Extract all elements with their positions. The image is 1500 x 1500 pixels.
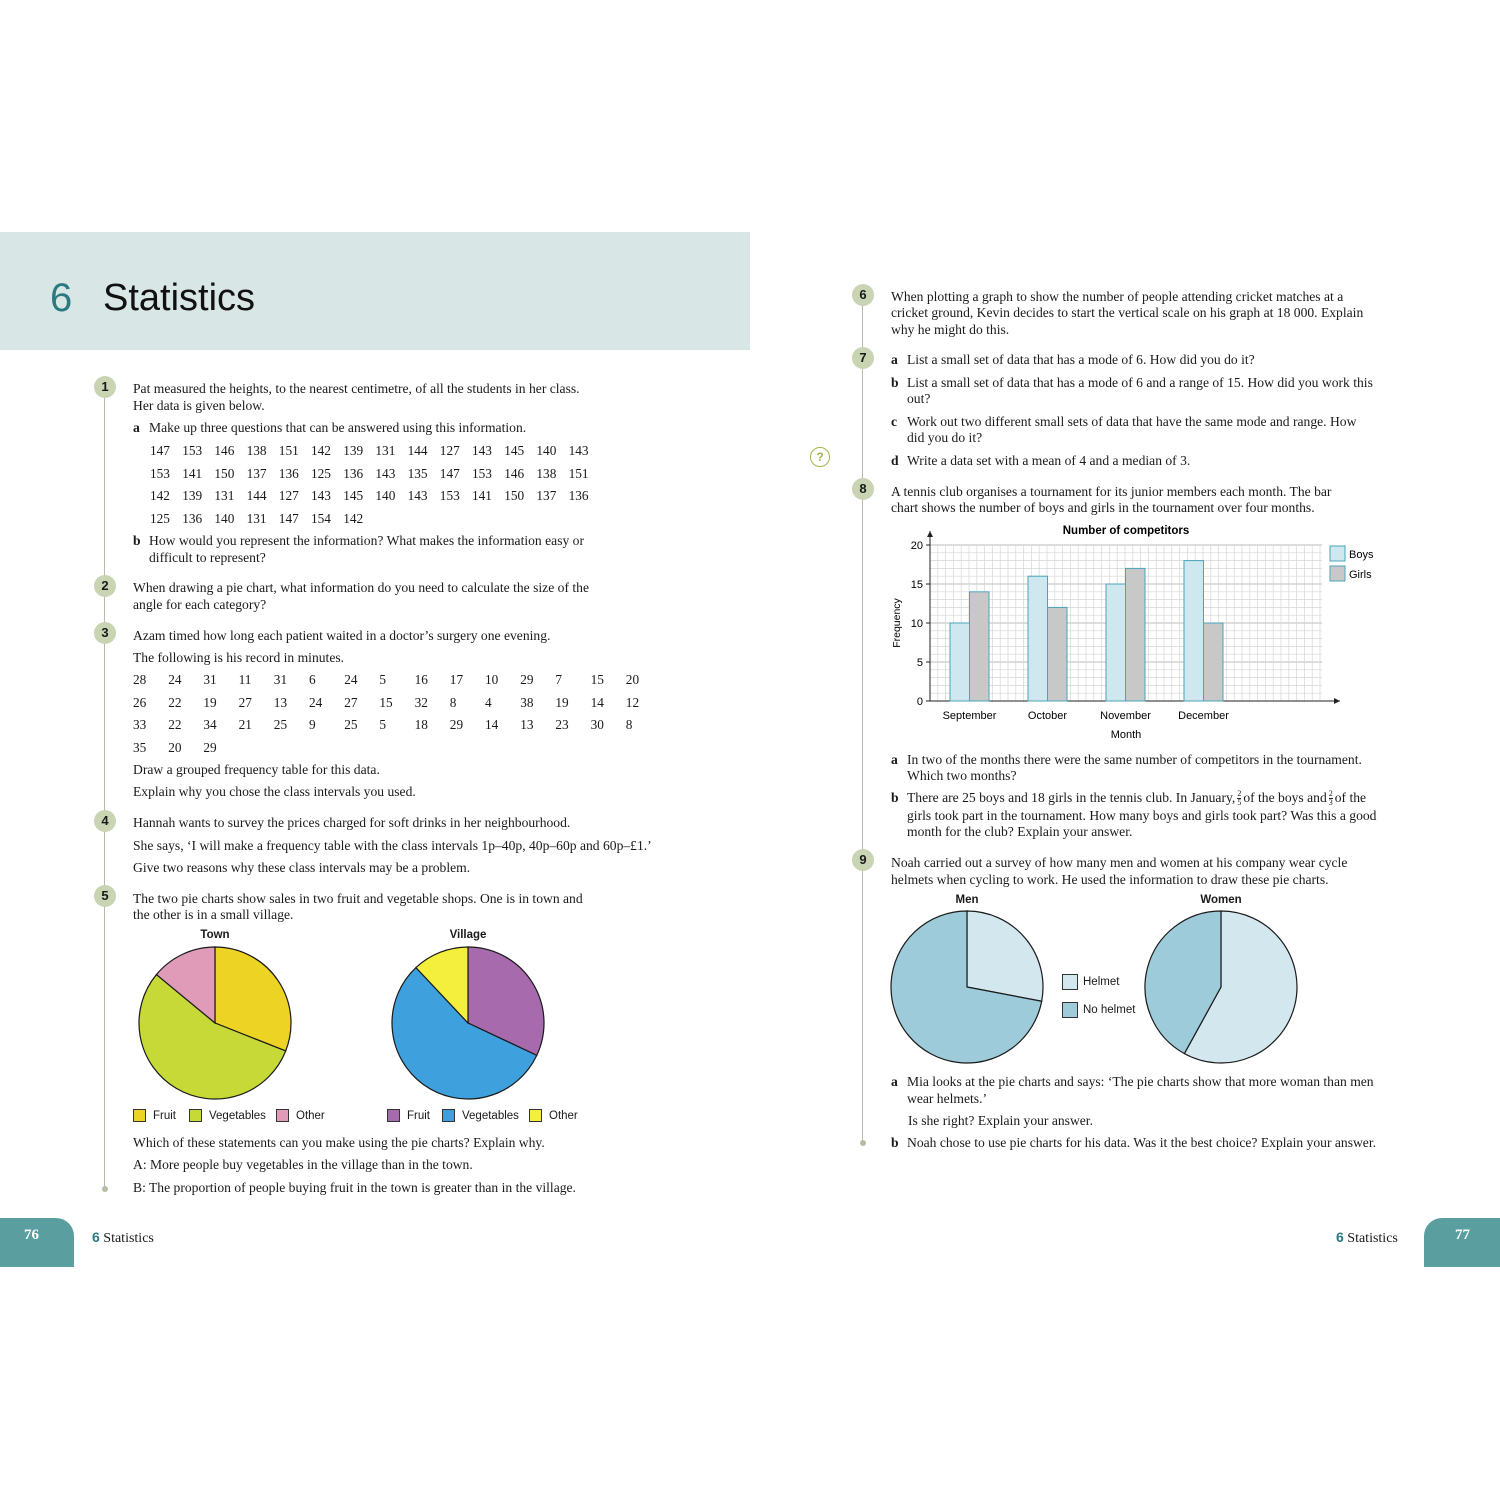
- q1-data-value: 140: [536, 443, 557, 458]
- q1-data-value: 138: [246, 443, 267, 458]
- right-running-footer: 6 Statistics: [1336, 1229, 1398, 1246]
- q3-data-value: 24: [309, 694, 323, 710]
- q7-part-b-2: out?: [907, 391, 931, 406]
- q3-data-value: 18: [414, 717, 428, 732]
- town-legend-fruit-swatch: [133, 1109, 146, 1122]
- q1-data-value: 150: [504, 488, 525, 503]
- q1-part-a: a Make up three questions that can be answered using this information.: [133, 420, 527, 435]
- q1-data-value: 147: [150, 443, 170, 458]
- q8-part-b-3: month for the club? Explain your answer.: [907, 824, 1133, 839]
- q3-text-2: The following is his record in minutes.: [133, 650, 345, 665]
- q3-data-value: 4: [485, 694, 492, 710]
- q1-data-value: 150: [214, 465, 235, 481]
- q1-data-value: 140: [375, 488, 396, 503]
- q8-text-2: chart shows the number of boys and girls in the tournament over four months.: [891, 500, 1315, 515]
- q3-data-value: 33: [133, 717, 147, 732]
- q1-data-value: 153: [182, 443, 203, 458]
- x-tick-label: September: [942, 710, 997, 722]
- question-number-9: 9: [852, 849, 874, 871]
- q3-text: Azam timed how long each patient waited in a doctor’s surgery one evening.: [133, 628, 551, 643]
- town-pie-title: Town: [200, 929, 230, 941]
- legend-swatch-girls: [1330, 566, 1345, 581]
- question-number-4: 4: [94, 810, 116, 832]
- q1-data-value: 147: [278, 510, 299, 526]
- q3-data-value: 26: [133, 694, 147, 710]
- q3-data-value: 14: [485, 717, 499, 732]
- q1-data-value: 153: [150, 465, 170, 481]
- y-axis-label: Frequency: [891, 598, 903, 648]
- q7-part-c: c Work out two different small sets of data that have the same mode and range. How: [891, 414, 1357, 429]
- question-number-1: 1: [94, 376, 116, 398]
- q1-data-value: 136: [568, 488, 589, 503]
- chapter-title: Statistics: [103, 277, 256, 319]
- fraction-two-thirds: $\frac{2}{3}$: [1328, 789, 1333, 808]
- q1-data-value: 141: [472, 488, 492, 503]
- q3-data-value: 24: [168, 672, 182, 687]
- q1-data-value: 131: [375, 443, 396, 458]
- town-legend-vegetables: Vegetables: [209, 1110, 266, 1122]
- y-tick-label: 15: [910, 579, 923, 591]
- q1-data-value: 137: [536, 488, 557, 503]
- q3-data-value: 11: [238, 672, 252, 687]
- q3-data-value: 16: [414, 672, 428, 687]
- q1-data-value: 125: [150, 510, 170, 526]
- bar-boys: [950, 623, 970, 701]
- town-legend-vegetables-swatch: [189, 1109, 202, 1122]
- q1-intro: Pat measured the heights, to the nearest centimetre, of all the students in her class.: [133, 381, 580, 396]
- guide-line-end-right: [860, 1140, 866, 1146]
- q3-data-value: 30: [590, 717, 604, 732]
- question-number-5: 5: [94, 885, 116, 907]
- q4-text: Hannah wants to survey the prices charged for soft drinks in her neighbourhood.: [133, 815, 571, 830]
- q1-data-value: 138: [536, 465, 557, 481]
- bar-girls: [970, 592, 990, 701]
- q1-data-value: 131: [214, 488, 235, 503]
- q3-data-value: 25: [273, 717, 288, 732]
- q1-data-value: 142: [311, 443, 331, 458]
- q4-text-2: She says, ‘I will make a frequency table with the class intervals 1p–40p, 40p–60p and 60p–£1.’: [133, 838, 652, 853]
- no-helmet-legend-swatch: [1062, 1002, 1078, 1018]
- x-tick-label: October: [1027, 710, 1068, 722]
- q3-data-value: 5: [379, 672, 387, 687]
- q3-data-value: 14: [590, 694, 604, 710]
- q8-part-a-2: Which two months?: [907, 768, 1017, 783]
- y-tick-label: 5: [916, 657, 923, 669]
- x-axis-arrow: [1334, 698, 1340, 704]
- q1-part-b: b How would you represent the information? What makes the information easy or: [133, 533, 585, 548]
- q3-data-value: 15: [379, 694, 393, 710]
- q3-data-value: 20: [625, 672, 640, 687]
- q3-data-value: 29: [520, 672, 534, 687]
- q8-part-a: a In two of the months there were the same number of competitors in the tournament.: [891, 752, 1362, 767]
- q3-text-3: Draw a grouped frequency table for this data.: [133, 762, 380, 777]
- q1-data-value: 136: [278, 465, 299, 481]
- town-legend-other: Other: [296, 1110, 325, 1122]
- x-axis-label: Month: [1110, 729, 1142, 741]
- q6-text-3: why he might do this.: [891, 322, 1010, 337]
- question-guide-line-right: [862, 290, 863, 1142]
- q3-data-value: 20: [168, 739, 182, 755]
- q5-statement-b: B: The proportion of people buying fruit in the town is greater than in the village.: [133, 1180, 576, 1195]
- q9-part-a-3: Is she right? Explain your answer.: [908, 1113, 1093, 1128]
- q3-text-4: Explain why you chose the class intervals you used.: [133, 784, 416, 799]
- bar-boys: [1106, 584, 1126, 701]
- men-pie-chart: [888, 908, 1046, 1066]
- q7-part-c-2: did you do it?: [907, 430, 983, 445]
- q9-text-2: helmets when cycling to work. He used the information to draw these pie charts.: [891, 872, 1329, 887]
- chapter-number: 6: [50, 276, 73, 320]
- q3-data-value: 34: [203, 717, 217, 732]
- q1-data-value: 127: [278, 488, 299, 503]
- q3-data-value: 23: [555, 717, 569, 732]
- q1-data-value: 139: [182, 488, 203, 503]
- q1-data-value: 139: [343, 443, 364, 458]
- legend-swatch-boys: [1330, 546, 1345, 561]
- q3-data-value: 22: [168, 694, 182, 710]
- q1-data-value: 140: [214, 510, 235, 526]
- q1-data-value: 125: [311, 465, 331, 481]
- guide-line-end: [102, 1186, 108, 1192]
- women-pie-chart: [1142, 908, 1300, 1066]
- q7-part-a: a List a small set of data that has a mode of 6. How did you do it?: [891, 352, 1255, 367]
- q1-data-value: 151: [278, 443, 299, 458]
- q1-data-value: 146: [214, 443, 235, 458]
- village-legend-fruit-swatch: [387, 1109, 400, 1122]
- q1-data-value: 136: [182, 510, 203, 526]
- left-page-number: 76: [24, 1227, 39, 1243]
- q3-data-value: 28: [133, 672, 147, 687]
- q7-part-b: b List a small set of data that has a mode of 6 and a range of 15. How did you work this: [891, 375, 1373, 390]
- question-number-3: 3: [94, 622, 116, 644]
- q3-data-value: 13: [273, 694, 288, 710]
- village-pie-title: Village: [449, 929, 487, 941]
- q3-data-value: 22: [168, 717, 182, 732]
- x-tick-label: November: [1100, 710, 1151, 722]
- q6-text-2: cricket ground, Kevin decides to start the vertical scale on his graph at 18 000. Explain: [891, 305, 1364, 320]
- right-page-number: 77: [1455, 1227, 1470, 1243]
- town-legend-other-swatch: [276, 1109, 289, 1122]
- question-mark-icon: ?: [810, 447, 830, 467]
- q3-data-value: 32: [414, 694, 428, 710]
- q8-text: A tennis club organises a tournament for its junior members each month. The bar: [891, 484, 1332, 499]
- helmet-legend-label: Helmet: [1083, 976, 1120, 988]
- y-axis-arrow: [927, 531, 933, 537]
- q3-data-value: 35: [133, 739, 147, 755]
- q3-data-value: 12: [625, 694, 640, 710]
- men-pie-title: Men: [955, 894, 979, 906]
- q3-data-value: 27: [344, 694, 358, 710]
- village-pie-chart: [389, 944, 547, 1102]
- q1-data-value: 142: [150, 488, 170, 503]
- q8-part-b-2: girls took part in the tournament. How many boys and girls took part? Was this a good: [907, 808, 1377, 823]
- village-legend-fruit: Fruit: [407, 1110, 430, 1122]
- q3-data-value: 31: [203, 672, 217, 687]
- q1-data-value: 147: [439, 465, 460, 481]
- q5-text: The two pie charts show sales in two fruit and vegetable shops. One is in town and: [133, 891, 583, 906]
- y-tick-label: 10: [910, 618, 923, 630]
- chart-title: Number of competitors: [1062, 525, 1190, 537]
- legend-label-boys: Boys: [1349, 549, 1374, 561]
- q1-data-value: 131: [246, 510, 267, 526]
- q2-text-2: angle for each category?: [133, 597, 267, 612]
- bar-boys: [1028, 576, 1048, 701]
- q3-data-value: 19: [555, 694, 569, 710]
- town-legend-fruit: Fruit: [153, 1110, 176, 1122]
- bar-girls: [1204, 623, 1224, 701]
- q1-data-value: 135: [407, 465, 428, 481]
- q5-text-3: Which of these statements can you make using the pie charts? Explain why.: [133, 1135, 545, 1150]
- q3-data-value: 19: [203, 694, 217, 710]
- q7-part-d: d Write a data set with a mean of 4 and a median of 3.: [891, 453, 1191, 468]
- q3-data-value: 10: [485, 672, 499, 687]
- question-number-7: 7: [852, 347, 874, 369]
- q3-data-value: 25: [344, 717, 358, 732]
- q3-data-value: 6: [309, 672, 316, 687]
- q9-part-b: b Noah chose to use pie charts for his data. Was it the best choice? Explain your answer.: [891, 1135, 1377, 1150]
- q5-text-2: the other is in a small village.: [133, 907, 294, 922]
- q3-data-value: 9: [309, 717, 316, 732]
- q1-data-value: 143: [472, 443, 492, 458]
- q1-data-value: 127: [439, 443, 460, 458]
- y-tick-label: 20: [910, 540, 923, 552]
- q9-part-a: a Mia looks at the pie charts and says: ‘The pie charts show that more woman than men: [891, 1074, 1374, 1089]
- q1-data-value: 145: [504, 443, 525, 458]
- q1-data-value: 153: [439, 488, 460, 503]
- question-number-6: 6: [852, 284, 874, 306]
- q3-data-value: 27: [238, 694, 252, 710]
- q1-data-value: 146: [504, 465, 525, 481]
- village-legend-other: Other: [549, 1110, 578, 1122]
- q1-data-value: 137: [246, 465, 267, 481]
- q1-data-value: 143: [375, 465, 396, 481]
- no-helmet-legend-label: No helmet: [1083, 1004, 1136, 1016]
- bar-boys: [1184, 561, 1204, 701]
- q3-data-value: 24: [344, 672, 358, 687]
- q9-text: Noah carried out a survey of how many men and women at his company wear cycle: [891, 855, 1348, 870]
- q1-data-value: 153: [472, 465, 492, 481]
- q1-data-value: 144: [246, 488, 267, 503]
- q3-data-value: 31: [273, 672, 288, 687]
- x-tick-label: December: [1178, 710, 1229, 722]
- q1-data-value: 142: [343, 510, 364, 526]
- question-number-2: 2: [94, 575, 116, 597]
- q6-text: When plotting a graph to show the number of people attending cricket matches at a: [891, 289, 1344, 304]
- q1-data-value: 136: [343, 465, 364, 481]
- q2-text: When drawing a pie chart, what information do you need to calculate the size of the: [133, 580, 589, 595]
- q9-part-a-2: wear helmets.’: [907, 1091, 988, 1106]
- helmet-legend-swatch: [1062, 974, 1078, 990]
- q1-intro-2: Her data is given below.: [133, 398, 265, 413]
- q3-data-value: 17: [449, 672, 464, 687]
- bar-girls: [1126, 568, 1146, 701]
- village-legend-vegetables-swatch: [442, 1109, 455, 1122]
- q3-data-value: 8: [625, 717, 633, 732]
- men-pie-slice-helmet: [967, 911, 1043, 1001]
- q1-data-value: 143: [568, 443, 589, 458]
- left-running-footer: 6 Statistics: [92, 1229, 154, 1246]
- q1-part-b-2: difficult to represent?: [149, 550, 266, 565]
- q3-data-value: 13: [520, 717, 534, 732]
- fraction-two-fifths: $\frac{2}{5}$: [1237, 789, 1242, 808]
- q1-data-value: 144: [407, 443, 428, 458]
- q3-data-value: 29: [203, 739, 217, 755]
- bar-girls: [1048, 607, 1068, 701]
- q8-part-b: b There are 25 boys and 18 girls in the tennis club. In January, $\frac{2}{5}$ of the boys and $\frac{2}{3}$ of the: [891, 789, 1367, 808]
- q4-text-3: Give two reasons why these class intervals may be a problem.: [133, 860, 471, 875]
- q1-data-value: 154: [311, 510, 331, 526]
- q3-data-value: 15: [590, 672, 604, 687]
- women-pie-title: Women: [1200, 894, 1242, 906]
- q3-data-value: 7: [555, 672, 563, 687]
- q3-data-value: 38: [520, 694, 534, 710]
- q1-data-value: 143: [311, 488, 331, 503]
- q3-data-value: 5: [379, 717, 387, 732]
- q1-data-value: 141: [182, 465, 203, 481]
- legend-label-girls: Girls: [1349, 569, 1372, 581]
- village-legend-other-swatch: [529, 1109, 542, 1122]
- competitors-bar-chart: [880, 518, 1380, 748]
- village-legend-vegetables: Vegetables: [462, 1110, 519, 1122]
- question-guide-line: [104, 388, 105, 1188]
- question-number-8: 8: [852, 478, 874, 500]
- q5-statement-a: A: More people buy vegetables in the village than in the town.: [133, 1157, 473, 1172]
- q1-data-value: 151: [568, 465, 589, 481]
- y-tick-label: 0: [916, 696, 923, 708]
- town-pie-chart: [136, 944, 294, 1102]
- q1-data-value: 145: [343, 488, 364, 503]
- q3-data-value: 21: [238, 717, 252, 732]
- q1-data-value: 143: [407, 488, 428, 503]
- q3-data-value: 8: [449, 694, 457, 710]
- q3-data-value: 29: [449, 717, 464, 732]
